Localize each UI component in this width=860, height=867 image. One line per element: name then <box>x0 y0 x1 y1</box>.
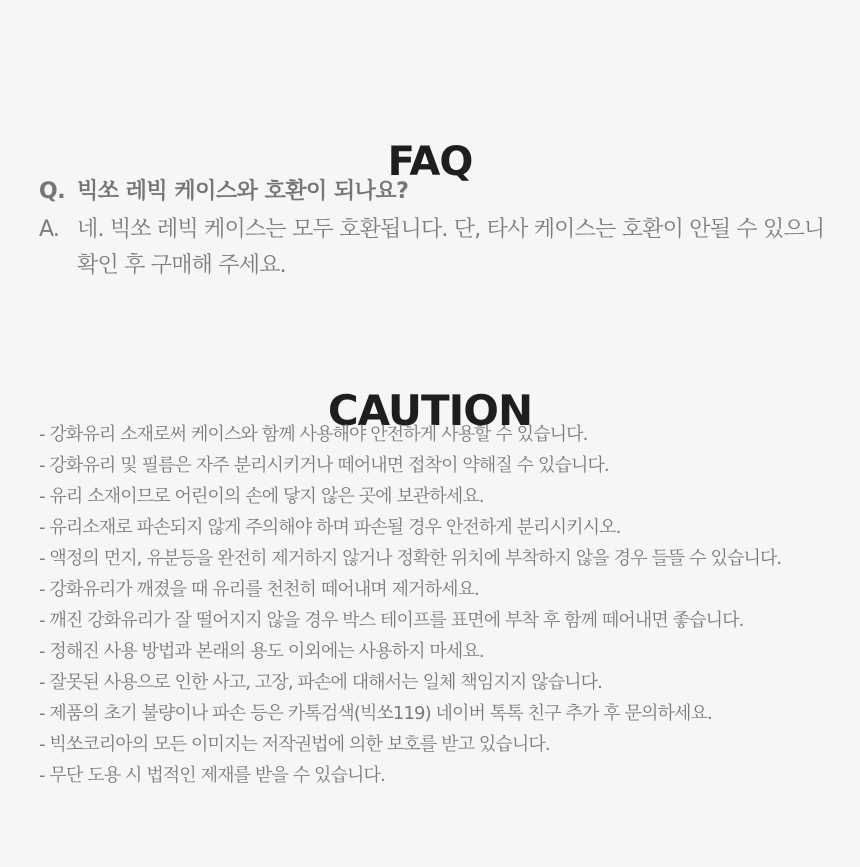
caution-item: - 정해진 사용 방법과 본래의 용도 이외에는 사용하지 마세요. <box>39 641 484 662</box>
caution-item: - 유리소재로 파손되지 않게 주의해야 하며 파손될 경우 안전하게 분리시키시오. <box>39 517 621 538</box>
answer-prefix: A. <box>39 217 60 242</box>
caution-item: - 제품의 초기 불량이나 파손 등은 카톡검색(빅쏘119) 네이버 톡톡 친구 추가 후 문의하세요. <box>39 703 712 724</box>
caution-item: - 유리 소재이므로 어린이의 손에 닿지 않은 곳에 보관하세요. <box>39 486 484 507</box>
caution-item: - 강화유리 소재로써 케이스와 함께 사용해야 안전하게 사용할 수 있습니다. <box>39 424 588 445</box>
caution-item: - 깨진 강화유리가 잘 떨어지지 않을 경우 박스 테이프를 표면에 부착 후 함께 떼어내면 좋습니다. <box>39 610 744 631</box>
caution-title: CAUTION <box>327 385 533 435</box>
caution-item: - 무단 도용 시 법적인 제재를 받을 수 있습니다. <box>39 765 385 786</box>
caution-item: - 잘못된 사용으로 인한 사고, 고장, 파손에 대해서는 일체 책임지지 않습니다. <box>39 672 602 693</box>
faq-answer <box>39 212 829 284</box>
faq-question <box>39 176 408 208</box>
faq-title: FAQ <box>387 138 473 185</box>
question-text: 빅쏘 레빅 케이스와 호환이 되나요? <box>77 179 409 204</box>
answer-text: 네. 빅쏘 레빅 케이스는 모두 호환됩니다. 단, 타사 케이스는 호환이 안될 수 있으니 확인 후 구매해 주세요. <box>77 217 825 278</box>
caution-item: - 빅쏘코리아의 모든 이미지는 저작권법에 의한 보호를 받고 있습니다. <box>39 734 550 755</box>
question-prefix: Q. <box>39 179 66 204</box>
caution-list <box>39 419 781 791</box>
caution-item: - 액정의 먼지, 유분등을 완전히 제거하지 않거나 정확한 위치에 부착하지 않을 경우 들뜰 수 있습니다. <box>39 548 782 569</box>
caution-item: - 강화유리 및 필름은 자주 분리시키거나 떼어내면 접착이 약해질 수 있습니다. <box>39 455 609 476</box>
caution-item: - 강화유리가 깨졌을 때 유리를 천천히 떼어내며 제거하세요. <box>39 579 479 600</box>
